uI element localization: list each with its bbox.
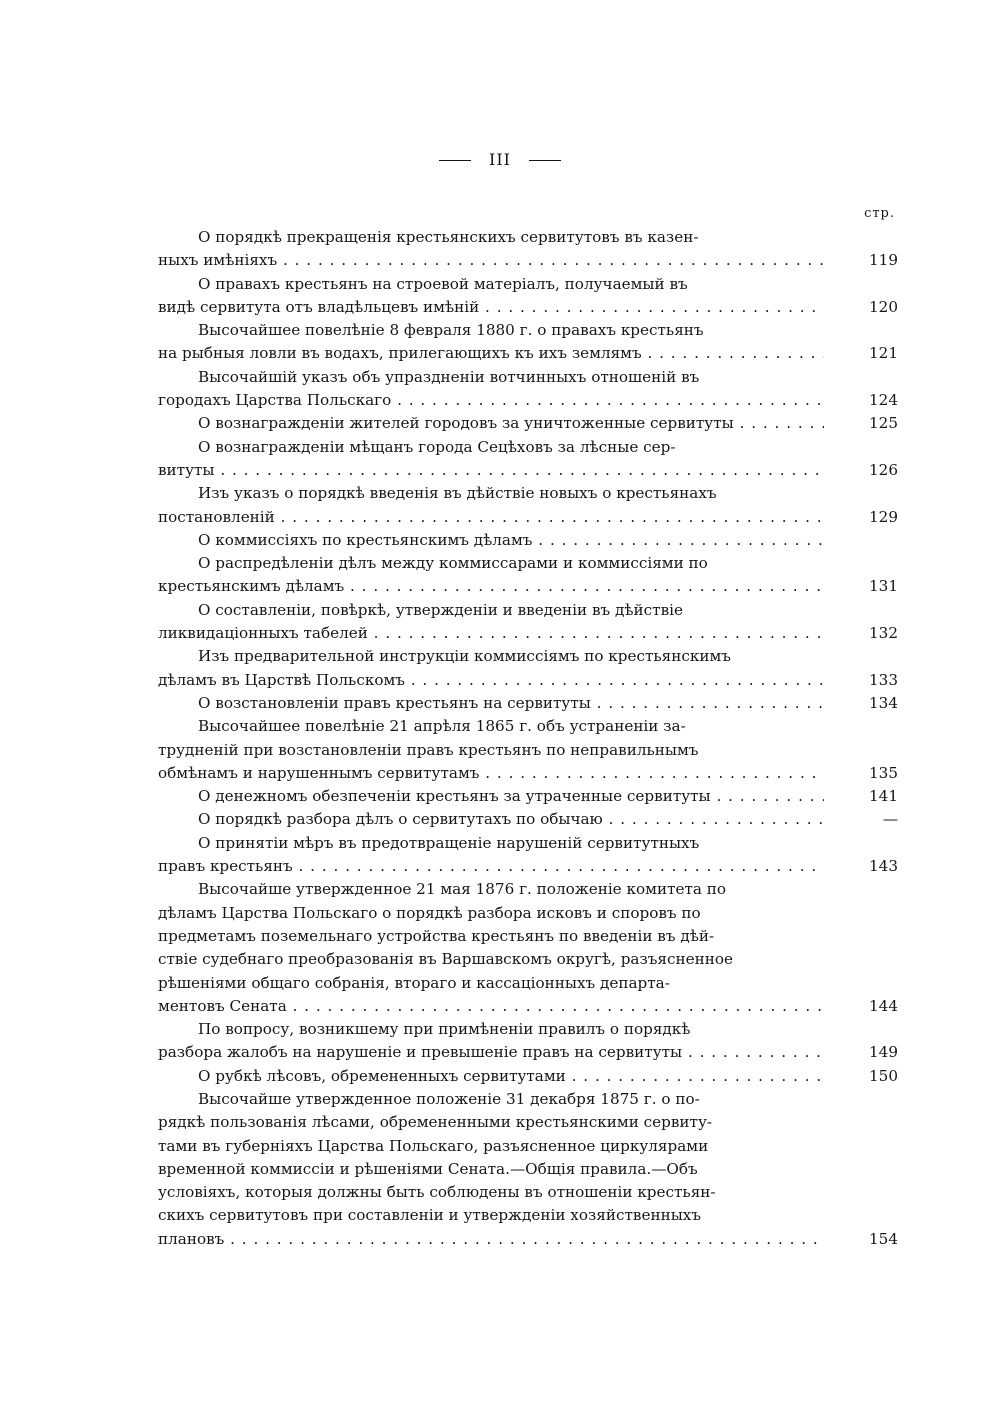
toc-page-number: 125 [869, 414, 898, 433]
toc-entry-line: рѣшеніями общаго собранія, втораго и кассаціонныхъ департа- [158, 973, 670, 992]
toc-page-number: 129 [869, 507, 898, 526]
toc-entry-line: Изъ предварительной инструкціи коммиссіямъ по крестьянскимъ [198, 647, 731, 666]
toc-entry [158, 1088, 898, 1251]
toc-entry-line: дѣламъ Царства Польскаго о порядкѣ разбора исковъ и споровъ по [158, 903, 701, 922]
toc-entry [158, 366, 898, 413]
toc-entry-line: О коммиссіяхъ по крестьянскимъ дѣламъ . . . [158, 529, 824, 552]
toc-page-number: 149 [869, 1043, 898, 1062]
toc-entry-line: условіяхъ, которыя должны быть соблюдены въ отношеніи крестьян- [158, 1183, 716, 1202]
toc-entry [158, 319, 898, 366]
toc-entry-line: Изъ указъ о порядкѣ введенія въ дѣйствіе новыхъ о крестьянахъ [198, 484, 717, 503]
toc-page-number: 121 [869, 344, 898, 363]
toc-entry-line: крестьянскимъ дѣламъ . . . [158, 575, 824, 598]
toc-entry-line: О порядкѣ разбора дѣлъ о сервитутахъ по обычаю . . . [158, 808, 824, 831]
toc-entry [158, 1018, 898, 1065]
toc-entry [158, 273, 898, 320]
toc-entry-line: разбора жалобъ на нарушеніе и превышеніе правъ на сервитуты . . . [158, 1041, 824, 1064]
toc-page-number: 120 [869, 297, 898, 316]
toc-entry-line: Высочайшее повелѣніе 8 февраля 1880 г. о правахъ крестьянъ [198, 321, 704, 340]
toc-page-number: 150 [869, 1066, 898, 1085]
toc-entry-line: Высочайшее повелѣніе 21 апрѣля 1865 г. объ устраненіи за- [198, 717, 686, 736]
toc-entry [158, 808, 898, 831]
toc-entry [158, 1065, 898, 1088]
toc-entry-line: Высочайше утвержденное 21 мая 1876 г. положеніе комитета по [198, 880, 727, 899]
toc-entry-line: О вознагражденіи жителей городовъ за уничтоженные сервитуты . . . [158, 412, 824, 435]
toc-entry-line: О возстановленіи правъ крестьянъ на сервитуты . . . [158, 692, 824, 715]
toc-page-number: 135 [869, 763, 898, 782]
page-roman-number: III [489, 150, 511, 169]
toc-entry-line: на рыбныя ловли въ водахъ, прилегающихъ къ ихъ землямъ . . . [158, 342, 824, 365]
page-header [0, 150, 1000, 169]
table-of-contents [158, 226, 898, 1251]
toc-page-number: 132 [869, 624, 898, 643]
toc-entry [158, 412, 898, 435]
toc-entry-line: плановъ . . . [158, 1228, 824, 1251]
toc-page-number: 154 [869, 1229, 898, 1248]
toc-entry [158, 785, 898, 808]
toc-page-number: 143 [869, 857, 898, 876]
toc-entry-line: О рубкѣ лѣсовъ, обремененныхъ сервитутами . . . [158, 1065, 824, 1088]
toc-page-number: 133 [869, 670, 898, 689]
toc-entry [158, 436, 898, 483]
toc-page-number: 126 [869, 460, 898, 479]
toc-entry-line: видѣ сервитута отъ владѣльцевъ имѣній . . . [158, 296, 824, 319]
toc-entry [158, 715, 898, 785]
toc-entry-line: О принятіи мѣръ въ предотвращеніе нарушеній сервитутныхъ [198, 833, 700, 852]
toc-entry [158, 878, 898, 1018]
toc-entry [158, 645, 898, 692]
toc-entry-line: рядкѣ пользованія лѣсами, обремененными крестьянскими сервиту- [158, 1113, 713, 1132]
toc-entry [158, 832, 898, 879]
toc-entry-line: О составленіи, повѣркѣ, утвержденіи и введеніи въ дѣйствіе [198, 600, 683, 619]
toc-entry-line: О денежномъ обезпеченіи крестьянъ за утраченные сервитуты . . . [158, 785, 824, 808]
toc-page-number: 131 [869, 577, 898, 596]
toc-entry-line: ствіе судебнаго преобразованія въ Варшавскомъ округѣ, разъясненное [158, 950, 733, 969]
toc-entry-line: Высочайше утвержденное положеніе 31 декабря 1875 г. о по- [198, 1089, 700, 1108]
toc-entry-line: постановленій . . . [158, 506, 824, 529]
toc-entry [158, 552, 898, 599]
toc-entry-line: ментовъ Сената . . . [158, 995, 824, 1018]
toc-entry-line: О правахъ крестьянъ на строевой матеріалъ, получаемый въ [198, 274, 688, 293]
toc-entry [158, 226, 898, 273]
toc-page-number: 124 [869, 391, 898, 410]
toc-page-number: 144 [869, 996, 898, 1015]
toc-entry-line: ныхъ имѣніяхъ . . . [158, 249, 824, 272]
toc-entry-line: трудненій при возстановленіи правъ крестьянъ по неправильнымъ [158, 740, 699, 759]
toc-entry-line: О вознагражденіи мѣщанъ города Сецѣховъ за лѣсные сер- [198, 437, 676, 456]
toc-entry [158, 482, 898, 529]
toc-entry-line: городахъ Царства Польскаго . . . [158, 389, 824, 412]
toc-page-number: 134 [869, 693, 898, 712]
toc-entry [158, 692, 898, 715]
toc-entry-line: витуты . . . [158, 459, 824, 482]
toc-entry-line: Высочайшій указъ объ упраздненіи вотчинныхъ отношеній въ [198, 367, 700, 386]
toc-entry-line: О распредѣленіи дѣлъ между коммиссарами и коммиссіями по [198, 554, 708, 573]
toc-page-number: 119 [869, 251, 898, 270]
toc-entry-line: правъ крестьянъ . . . [158, 855, 824, 878]
toc-page-number: 141 [869, 787, 898, 806]
toc-page-number: — [882, 810, 898, 829]
toc-entry-line: скихъ сервитутовъ при составленіи и утвержденіи хозяйственныхъ [158, 1206, 702, 1225]
header-dash-left [439, 160, 471, 161]
toc-entry-line: обмѣнамъ и нарушеннымъ сервитутамъ . . . [158, 762, 824, 785]
toc-entry-line: ликвидаціонныхъ табелей . . . [158, 622, 824, 645]
header-dash-right [529, 160, 561, 161]
toc-entry [158, 529, 898, 552]
page-column-label: стр. [864, 206, 895, 221]
toc-entry-line: предметамъ поземельнаго устройства крестьянъ по введеніи въ дѣй- [158, 926, 715, 945]
toc-entry-line: тами въ губерніяхъ Царства Польскаго, разъясненное циркулярами [158, 1136, 709, 1155]
toc-entry [158, 599, 898, 646]
toc-entry-line: временной коммиссіи и рѣшеніями Сената.—Общія правила.—Объ [158, 1159, 698, 1178]
toc-entry-line: дѣламъ въ Царствѣ Польскомъ . . . [158, 669, 824, 692]
toc-entry-line: О порядкѣ прекращенія крестьянскихъ сервитутовъ въ казен- [198, 228, 699, 246]
toc-entry-line: По вопросу, возникшему при примѣненіи правилъ о порядкѣ [198, 1020, 691, 1039]
